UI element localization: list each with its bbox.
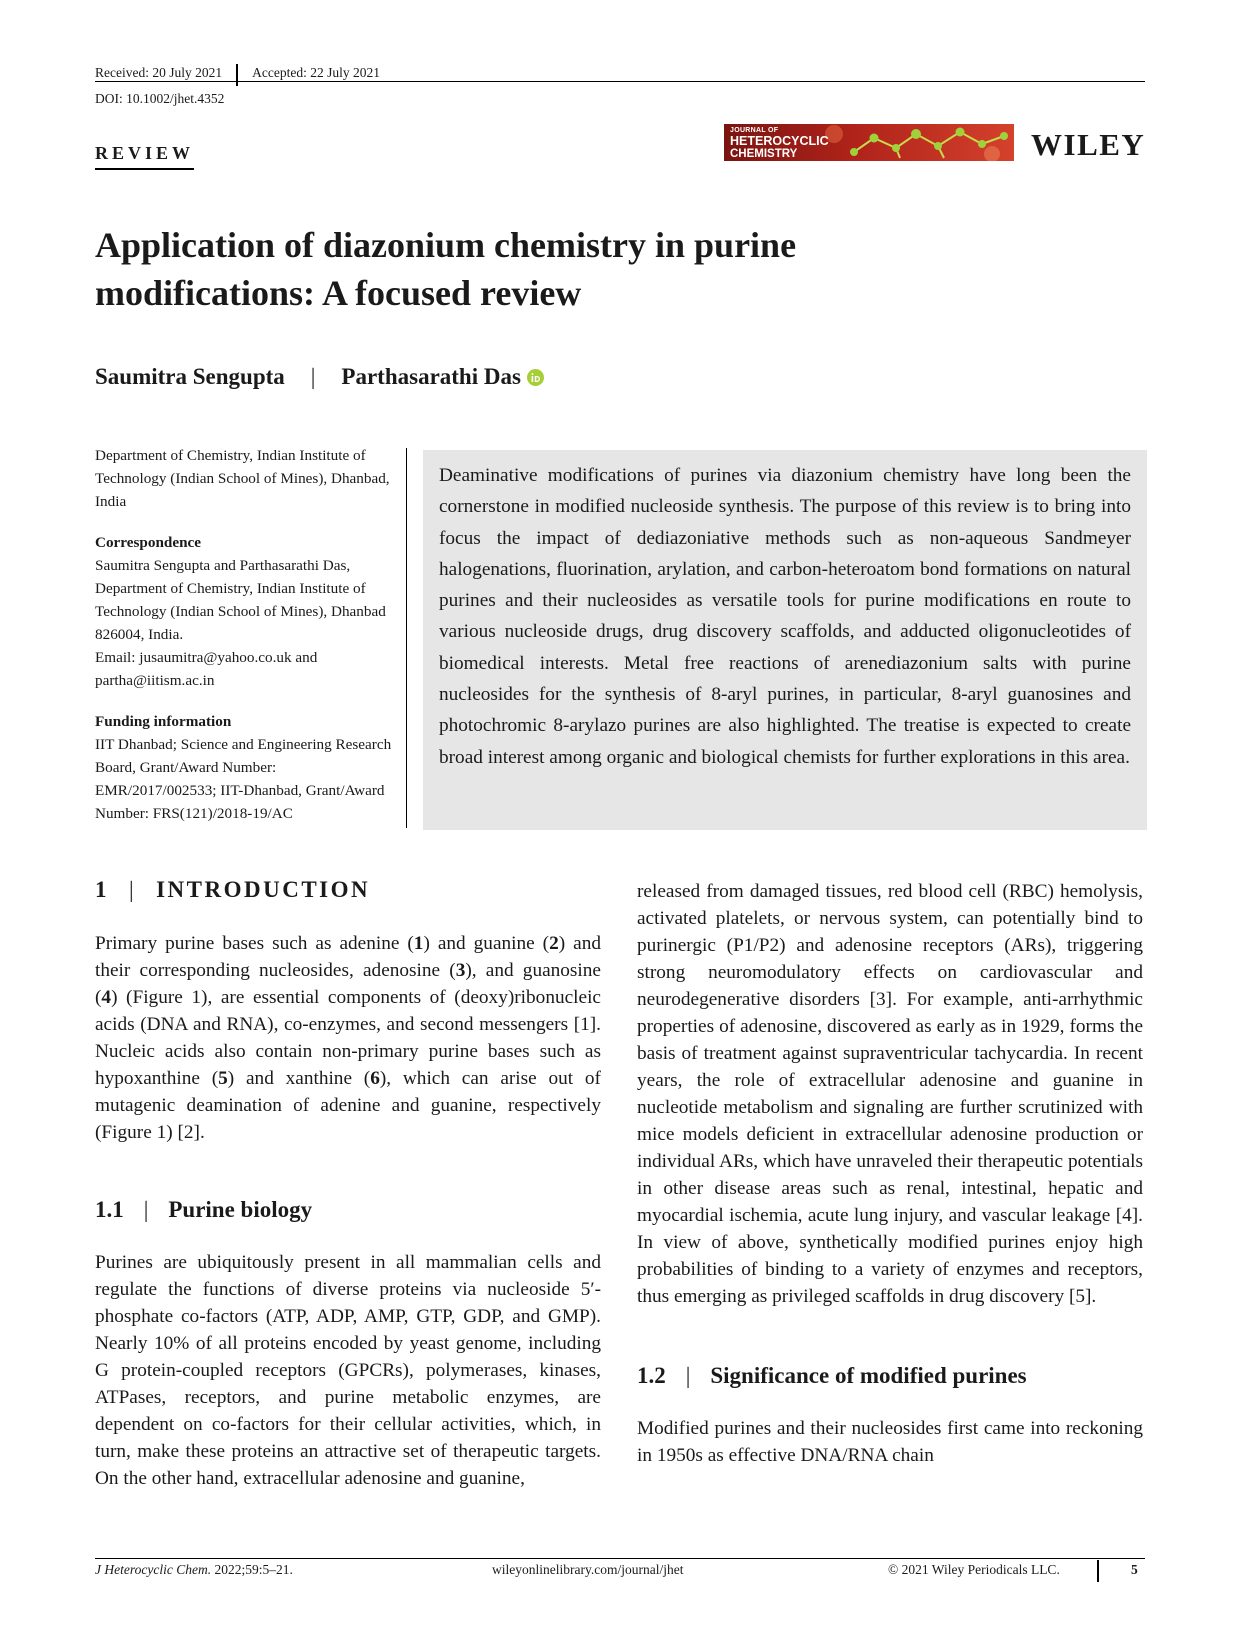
body-column-right — [637, 878, 1143, 1469]
footer-divider — [1097, 1560, 1099, 1582]
author-1[interactable]: Saumitra Sengupta — [95, 364, 285, 389]
funding-heading: Funding information — [95, 713, 232, 730]
author-list — [95, 364, 544, 390]
purine-biology-paragraph: Purines are ubiquitously present in all mammalian cells and regulate the functions of diverse proteins via nucleoside 5′-phosphate co-factors (ATP, ADP, AMP, GTP, GDP, and GMP). Nearly 10% of all proteins encoded by yeast genome, including G protein-coupled receptors (GPCRs), polymerases, kinases, ATPases, receptors, and purine metabolic enzymes, are dependent on co-factors for their cellular activities, which, in turn, make these proteins an attractive set of therapeutic targets. On the other hand, extracellular adenosine and guanine, — [95, 1252, 601, 1489]
dates-divider — [236, 64, 238, 86]
doi[interactable]: DOI: 10.1002/jhet.4352 — [95, 91, 225, 106]
funding-text: IIT Dhanbad; Science and Engineering Research Board, Grant/Award Number: EMR/2017/002533; IIT-Dhanbad, Grant/Award Number: FRS(121)/2018-19/AC — [95, 736, 392, 822]
section-number: 1.1 — [95, 1197, 124, 1222]
publisher-logo: WILEY — [1031, 127, 1146, 162]
correspondence-email[interactable]: Email: jusaumitra@yahoo.co.uk and — [95, 649, 318, 666]
footer-copyright: © 2021 Wiley Periodicals LLC. — [888, 1562, 1060, 1577]
section-heading-intro — [95, 876, 601, 903]
section-heading-modified-purines — [637, 1362, 1143, 1389]
footer-citation: J Heterocyclic Chem. 2022;59:5–21. — [95, 1562, 293, 1577]
section-number: 1.2 — [637, 1363, 666, 1388]
modified-purines-paragraph: Modified purines and their nucleosides first came into reckoning in 1950s as effective DNA/RNA chain — [637, 1418, 1143, 1466]
journal-banner — [724, 124, 1014, 161]
footer-rule — [95, 1558, 1145, 1559]
section-title: INTRODUCTION — [156, 877, 371, 902]
purine-biology-continued: released from damaged tissues, red blood cell (RBC) hemolysis, activated platelets, or nervous system, can potentially bind to purinergic (P1/P2) and adenosine receptors (ARs), triggering strong neuromodulatory effects on cardiovascular and neurodegenerative disorders [3]. For example, anti-arrhythmic properties of adenosine, discovered as early as in 1929, forms the basis of treatment against supraventricular tachycardia. In recent years, the role of extracellular adenosine and guanine in nucleotide metabolism and signaling are further scrutinized with mice models deficient in extracellular adenosine production or individual ARs, which have unraveled their therapeutic potentials in other disease areas such as renal, intestinal, hepatic and myocardial ischemia, acute lung injury, and vascular leakage [4]. In view of above, synthetically modified purines enjoy high probabilities of binding to a variety of enzymes and receptors, thus emerging as privileged scaffolds in drug discovery [5]. — [637, 881, 1143, 1307]
correspondence-email-2[interactable]: partha@iitism.ac.in — [95, 672, 215, 689]
header-rule — [95, 81, 1145, 82]
footer-url[interactable]: wileyonlinelibrary.com/journal/jhet — [492, 1562, 684, 1577]
section-heading-purine-biology — [95, 1196, 601, 1223]
body-column-left — [95, 876, 601, 1492]
heading-separator: | — [143, 1197, 149, 1222]
accepted-date: Accepted: 22 July 2021 — [252, 65, 380, 80]
section-number: 1 — [95, 877, 109, 902]
orcid-icon[interactable] — [527, 366, 544, 383]
author-separator: | — [310, 364, 316, 389]
received-date: Received: 20 July 2021 — [95, 65, 223, 80]
heading-separator: | — [685, 1363, 691, 1388]
intro-paragraph: Primary purine bases such as adenine (1) and guanine (2) and their corresponding nucleosides, adenosine (3), and guanosine (4) (Figure 1), are essential components of (deoxy)ribonucleic acids (DNA and RNA), co-enzymes, and second messengers [1]. Nucleic acids also contain non-primary purine bases such as hypoxanthine (5) and xanthine (6), which can arise out of mutagenic deamination of adenine and guanine, respectively (Figure 1) [2]. — [95, 933, 601, 1143]
abstract: Deaminative modifications of purines via diazonium chemistry have long been the cornerstone in modified nucleoside synthesis. The purpose of this review is to bring into focus the impact of dediazoniative methods such as non-aqueous Sandmeyer halogenations, fluorination, arylation, and carbon-heteroatom bond formations on natural purines and their nucleosides as versatile tools for purine modifications en route to various nucleoside drugs, drug discovery scaffolds, and adducted oligonucleotides of biomedical interests. Metal free reactions of arenediazonium salts with purine nucleosides for the synthesis of 8-aryl purines, in particular, 8-aryl guanosines and photochromic 8-arylazo purines are also highlighted. The treatise is expected to create broad interest among organic and biological chemists for further explorations in this area. — [423, 450, 1147, 830]
affiliation: Department of Chemistry, Indian Institute of Technology (Indian School of Mines), Dhanbad, India — [95, 447, 390, 510]
correspondence-text: Saumitra Sengupta and Parthasarathi Das, Department of Chemistry, Indian Institute of Technology (Indian School of Mines), Dhanbad 826004, India. — [95, 557, 386, 643]
article-info — [95, 444, 400, 843]
journal-name: JOURNAL OF HETEROCYCLIC CHEMISTRY — [730, 127, 829, 160]
correspondence — [95, 531, 400, 692]
heading-separator: | — [129, 877, 137, 902]
section-title: Purine biology — [168, 1197, 313, 1222]
article-type: REVIEW — [95, 143, 194, 170]
funding — [95, 710, 400, 825]
section-title: Significance of modified purines — [710, 1363, 1027, 1388]
info-divider — [406, 448, 407, 828]
page-number: 5 — [1131, 1562, 1138, 1577]
author-2[interactable]: Parthasarathi Das — [341, 364, 521, 389]
article-title: Application of diazonium chemistry in purine modifications: A focused review — [95, 225, 797, 313]
correspondence-heading: Correspondence — [95, 534, 202, 551]
